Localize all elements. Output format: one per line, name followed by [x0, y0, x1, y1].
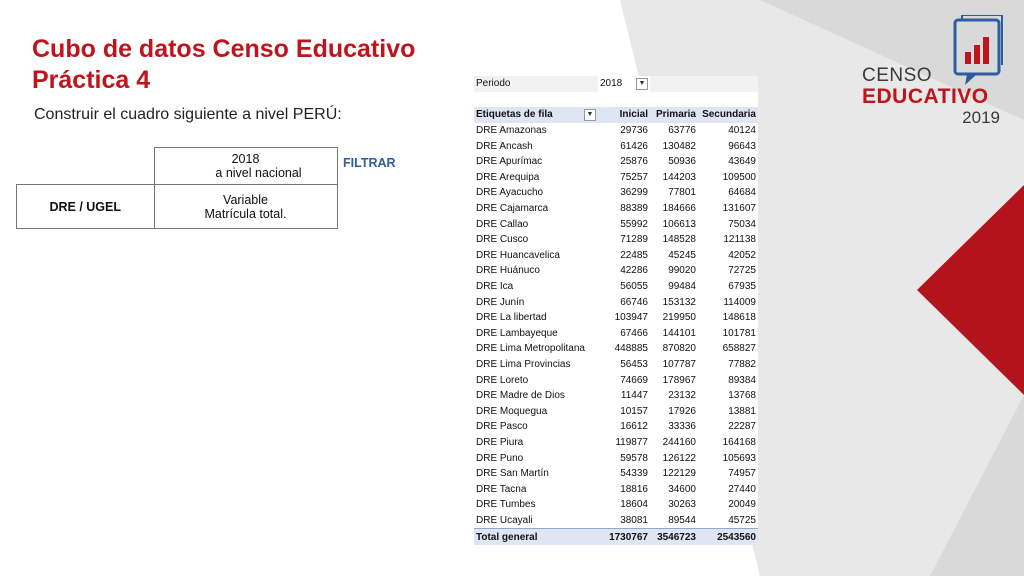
row-value: 18816: [620, 483, 648, 495]
row-label: DRE Huancavelica: [476, 249, 560, 261]
row-value: 13881: [728, 405, 756, 417]
table-row: [474, 341, 758, 357]
row-value: 67466: [620, 327, 648, 339]
row-label: DRE Ucayali: [476, 514, 533, 526]
table-row: [474, 263, 758, 279]
table-row: [474, 279, 758, 295]
row-value: 131607: [722, 203, 756, 215]
row-value: 45245: [668, 249, 696, 261]
logo-text: [862, 66, 1000, 128]
periodo-value: 2018: [600, 77, 623, 89]
page-title: [32, 34, 415, 96]
table-row: [474, 326, 758, 342]
row-value: 148618: [722, 312, 756, 324]
scope-label: a nivel nacional: [215, 166, 302, 180]
row-value: 77882: [728, 358, 756, 370]
row-value: 99020: [668, 265, 696, 277]
row-value: 658827: [722, 343, 756, 355]
row-value: 43649: [728, 156, 756, 168]
periodo-row: [474, 76, 758, 92]
row-value: 20049: [728, 499, 756, 511]
row-value: 122129: [662, 468, 696, 480]
table-row: [474, 419, 758, 435]
row-value: 870820: [662, 343, 696, 355]
row-label: DRE Callao: [476, 218, 529, 230]
row-label: DRE Ica: [476, 281, 514, 293]
row-value: 23132: [668, 390, 696, 402]
table-row: [474, 388, 758, 404]
row-label: Total general: [474, 529, 598, 545]
table-row: [474, 481, 758, 497]
row-value: 74669: [620, 374, 648, 386]
periodo-label: Periodo: [474, 76, 598, 92]
row-label: DRE Pasco: [476, 421, 528, 433]
row-value: 56055: [620, 281, 648, 293]
row-label: DRE Arequipa: [476, 171, 540, 183]
row-label: DRE La libertad: [476, 312, 547, 324]
row-value: 96643: [728, 140, 756, 152]
col-header-secundaria: Secundaria: [698, 107, 758, 123]
row-value: 103947: [614, 312, 648, 324]
logo-line-2: EDUCATIVO: [862, 85, 989, 108]
row-label: DRE Apurímac: [476, 156, 543, 168]
row-value: 33336: [668, 421, 696, 433]
table-row: [474, 138, 758, 154]
row-value: 25876: [620, 156, 648, 168]
blank-cell: [650, 92, 698, 108]
row-label: DRE Lambayeque: [476, 327, 558, 339]
row-value: 67935: [728, 281, 756, 293]
table-row: [474, 185, 758, 201]
instruction-text: Construir el cuadro siguiente a nivel PERÚ:: [34, 106, 342, 123]
row-label: DRE Puno: [476, 452, 524, 464]
variable-cell: [154, 185, 337, 229]
row-value: 34600: [668, 483, 696, 495]
row-value: 89544: [668, 514, 696, 526]
blank-cell: [598, 92, 650, 108]
row-value: 114009: [723, 296, 756, 308]
row-value: 107787: [662, 358, 696, 370]
row-value: 56453: [620, 358, 648, 370]
row-value: 130482: [662, 140, 696, 152]
row-value: 448885: [614, 343, 648, 355]
table-row: [474, 216, 758, 232]
row-value: 10157: [620, 405, 648, 417]
table-row: [474, 294, 758, 310]
title-line-2: Práctica 4: [32, 66, 151, 94]
row-label: DRE Moquegua: [476, 405, 548, 417]
row-label: DRE Amazonas: [476, 125, 547, 137]
year-cell: [154, 148, 337, 185]
row-value: 42052: [728, 249, 756, 261]
row-value: 153132: [662, 296, 696, 308]
table-row: [474, 435, 758, 451]
logo-line-1: CENSO: [862, 65, 933, 86]
row-value: 144101: [662, 327, 696, 339]
row-label: DRE Loreto: [476, 374, 529, 386]
row-label: DRE Tacna: [476, 483, 527, 495]
row-label: DRE Junín: [476, 296, 525, 308]
row-value: 244160: [662, 436, 696, 448]
row-value: 13768: [728, 390, 756, 402]
row-value: 59578: [620, 452, 648, 464]
row-value: 105693: [722, 452, 756, 464]
row-labels-header-text: Etiquetas de fila: [476, 108, 553, 120]
filter-dropdown-icon[interactable]: ▼: [636, 78, 648, 90]
row-value: 144203: [662, 171, 696, 183]
logo-year: 2019: [962, 108, 1000, 127]
row-value: 27440: [728, 483, 756, 495]
col-header-inicial: Inicial: [598, 107, 650, 123]
row-value: 50936: [668, 156, 696, 168]
variable-label: Variable: [223, 192, 268, 207]
target-table: [16, 147, 338, 229]
row-label: DRE Ancash: [476, 140, 533, 152]
row-label: DRE Lima Metropolitana: [476, 343, 585, 355]
pivot-table-screenshot: [474, 76, 758, 545]
row-value: 148528: [662, 234, 696, 246]
row-value: 126122: [662, 452, 696, 464]
row-value: 77801: [668, 187, 696, 199]
total-row: [474, 529, 758, 545]
row-value: 42286: [620, 265, 648, 277]
table-row: [474, 357, 758, 373]
row-value: 109500: [722, 171, 756, 183]
row-value: 18604: [620, 499, 648, 511]
row-label: DRE Cajamarca: [476, 203, 549, 215]
table-row: [474, 154, 758, 170]
table-row: [474, 372, 758, 388]
table-row: [474, 450, 758, 466]
blank-cell: [698, 76, 758, 92]
row-label: DRE Lima Provincias: [476, 358, 571, 370]
row-value: 22287: [728, 421, 756, 433]
title-line-1: Cubo de datos Censo Educativo: [32, 35, 416, 63]
filter-label: FILTRAR: [343, 156, 396, 170]
row-value: 106613: [662, 218, 696, 230]
row-value: 1730767: [598, 529, 650, 545]
row-value: 36299: [620, 187, 648, 199]
blank-row: [474, 92, 758, 108]
row-value: 74957: [728, 468, 756, 480]
year-label: 2018: [231, 152, 260, 166]
row-value: 66746: [620, 296, 648, 308]
row-value: 99484: [668, 281, 696, 293]
blank-cell: [474, 92, 598, 108]
row-value: 22485: [620, 249, 648, 261]
periodo-filter[interactable]: [598, 76, 650, 92]
row-value: 119877: [615, 436, 648, 448]
row-value: 101781: [722, 327, 756, 339]
table-row: [474, 513, 758, 529]
empty-cell: [17, 148, 155, 185]
row-label: DRE Huánuco: [476, 265, 540, 277]
row-value: 72725: [728, 265, 756, 277]
pivot-table: [474, 76, 758, 545]
row-value: 219950: [662, 312, 696, 324]
row-label: DRE Ayacucho: [476, 187, 544, 199]
row-label: DRE Madre de Dios: [476, 390, 565, 402]
row-value: 63776: [668, 125, 696, 137]
table-row: [474, 248, 758, 264]
col-header-primaria: Primaria: [650, 107, 698, 123]
row-label: DRE Cusco: [476, 234, 529, 246]
blank-cell: [650, 76, 698, 92]
row-value: 178967: [662, 374, 696, 386]
row-value: 54339: [620, 468, 648, 480]
table-row: [474, 170, 758, 186]
blank-cell: [698, 92, 758, 108]
row-value: 89384: [728, 374, 756, 386]
row-value: 16612: [620, 421, 648, 433]
table-row: [474, 201, 758, 217]
row-value: 71289: [620, 234, 648, 246]
row-label: DRE Tumbes: [476, 499, 536, 511]
row-value: 55992: [620, 218, 648, 230]
row-value: 30263: [668, 499, 696, 511]
row-value: 3546723: [650, 529, 698, 545]
table-row: [474, 310, 758, 326]
row-value: 61426: [620, 140, 648, 152]
row-value: 121138: [723, 234, 756, 246]
row-label: DRE San Martín: [476, 468, 549, 480]
row-value: 2543560: [698, 529, 758, 545]
row-value: 38081: [620, 514, 648, 526]
row-label: DRE Piura: [476, 436, 524, 448]
table-row: [474, 232, 758, 248]
variable-name: Matrícula total.: [204, 206, 287, 221]
row-value: 40124: [728, 125, 756, 137]
row-filter-dropdown-icon[interactable]: ▼: [584, 109, 596, 121]
table-row: [474, 403, 758, 419]
row-value: 45725: [728, 514, 756, 526]
table-row: [474, 123, 758, 139]
row-value: 11447: [620, 390, 648, 402]
row-value: 75034: [728, 218, 756, 230]
row-value: 17926: [668, 405, 696, 417]
row-value: 29736: [620, 125, 648, 137]
row-value: 88389: [620, 203, 648, 215]
row-label-cell: DRE / UGEL: [17, 185, 155, 229]
row-value: 164168: [722, 436, 756, 448]
table-row: [474, 466, 758, 482]
row-value: 64684: [728, 187, 756, 199]
pivot-header-row: [474, 107, 758, 123]
table-row: [474, 497, 758, 513]
row-labels-header[interactable]: [474, 107, 598, 123]
row-value: 75257: [620, 171, 648, 183]
row-value: 184666: [662, 203, 696, 215]
